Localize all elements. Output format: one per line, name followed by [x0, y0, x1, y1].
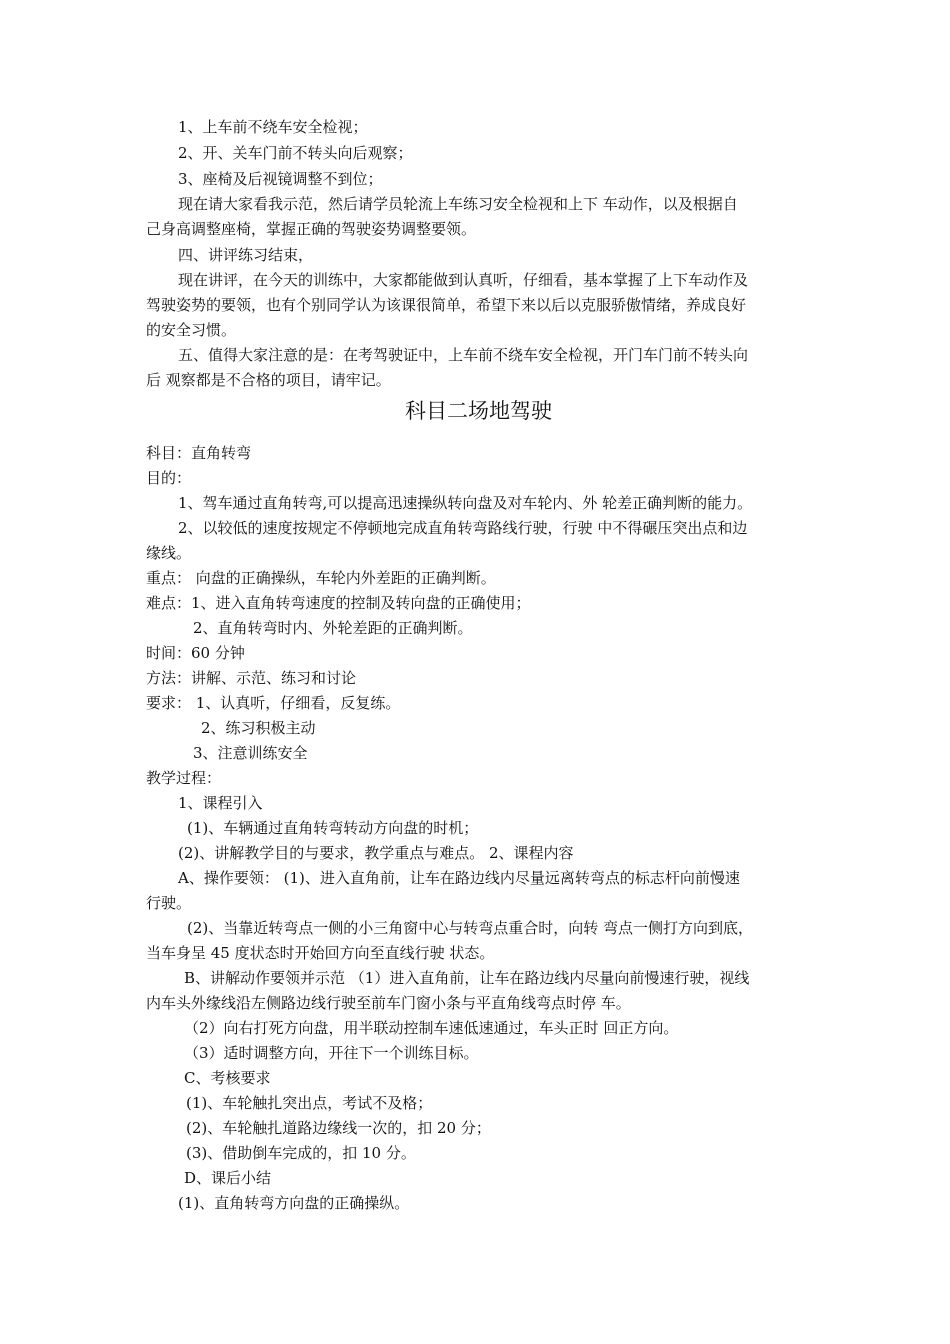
difficulty-line-2: 2、直角转弯时内、外轮差距的正确判断。	[193, 619, 473, 637]
purpose-label: 目的：	[146, 469, 192, 487]
intro-notice-line-a: 五、值得大家注意的是：在考驾驶证中，上车前不绕车安全检视，开门车门前不转头向	[178, 346, 749, 364]
process-item-demo-b: 内车头外缘线沿左侧路边线行驶至前车门窗小条与平直角线弯点时停 车。	[146, 994, 631, 1012]
process-label: 教学过程：	[146, 769, 222, 787]
requirement-line-3: 3、注意训练安全	[193, 744, 308, 762]
intro-line-2: 2、开、关车门前不转头向后观察；	[178, 144, 413, 162]
intro-review-line-c: 的安全习惯。	[146, 321, 237, 339]
process-item-operation-a: A、操作要领： (1)、进入直角前，让车在路边线内尽量远离转弯点的标志杆向前慢速	[178, 869, 740, 887]
process-item-summary-heading: D、课后小结	[184, 1169, 272, 1187]
process-item-summary-1: (1)、直角转弯方向盘的正确操纵。	[178, 1194, 410, 1212]
process-item-demo-a: B、讲解动作要领并示范 （1）进入直角前，让车在路边线内尽量向前慢速行驶，视线	[184, 969, 750, 987]
intro-line-3: 3、座椅及后视镜调整不到位；	[178, 170, 383, 188]
process-item-exam-heading: C、考核要求	[184, 1069, 271, 1087]
intro-line-1: 1、上车前不绕车安全检视；	[178, 118, 368, 136]
intro-notice-line-b: 后 观察都是不合格的项目，请牢记。	[146, 371, 391, 389]
process-item-turn-a: (2)、当靠近转弯点一侧的小三角窗中心与转弯点重合时，向转 弯点一侧打方向到底，	[187, 919, 754, 937]
purpose-item-2a: 2、以较低的速度按规定不停顿地完成直角转弯路线行驶，行驶 中不得碾压突出点和边	[178, 519, 748, 537]
process-item-goals: (2)、讲解教学目的与要求，教学重点与难点。 2、课程内容	[178, 844, 574, 862]
purpose-item-2b: 缘线。	[146, 544, 192, 562]
time-line: 时间：60 分钟	[146, 644, 245, 662]
method-line: 方法：讲解、示范、练习和讨论	[146, 669, 357, 687]
key-point-line: 重点： 向盘的正确操纵，车轮内外差距的正确判断。	[146, 569, 496, 587]
process-item-exam-3: (3)、借助倒车完成的，扣 10 分。	[186, 1144, 416, 1162]
process-item-step-3: （3）适时调整方向，开往下一个训练目标。	[184, 1044, 479, 1062]
intro-review-heading: 四、讲评练习结束，	[178, 246, 314, 264]
intro-review-line-a: 现在讲评，在今天的训练中，大家都能做到认真听，仔细看，基本掌握了上下车动作及	[178, 271, 749, 289]
process-item-turn-b: 当车身呈 45 度状态时开始回方向至直线行驶 状态。	[146, 944, 495, 962]
process-item-step-2: （2）向右打死方向盘，用半联动控制车速低速通过，车头正时 回正方向。	[184, 1019, 679, 1037]
process-item-timing: (1)、车辆通过直角转弯转动方向盘的时机；	[187, 819, 479, 837]
process-item-exam-1: (1)、车轮触扎突出点，考试不及格；	[186, 1094, 433, 1112]
subject-line: 科目：直角转弯	[146, 444, 252, 462]
process-item-intro: 1、课程引入	[178, 794, 263, 812]
requirement-line-2: 2、练习积极主动	[201, 719, 316, 737]
process-item-operation-b: 行驶。	[146, 894, 192, 912]
intro-demo-line-b: 己身高调整座椅，掌握正确的驾驶姿势调整要领。	[146, 220, 477, 238]
requirement-line-1: 要求： 1、认真听，仔细看，反复练。	[146, 694, 401, 712]
section-title: 科目二场地驾驶	[405, 399, 552, 423]
process-item-exam-2: (2)、车轮触扎道路边缘线一次的，扣 20 分；	[186, 1119, 491, 1137]
intro-review-line-b: 驾驶姿势的要领，也有个别同学认为该课很简单，希望下来以后以克服骄傲情绪，养成良好	[146, 296, 747, 314]
difficulty-line-1: 难点：1、进入直角转弯速度的控制及转向盘的正确使用；	[146, 594, 531, 612]
intro-demo-line-a: 现在请大家看我示范，然后请学员轮流上车练习安全检视和上下 车动作，以及根据自	[178, 195, 738, 213]
purpose-item-1: 1、驾车通过直角转弯,可以提高迅速操纵转向盘及对车轮内、外 轮差正确判断的能力。	[178, 494, 753, 512]
